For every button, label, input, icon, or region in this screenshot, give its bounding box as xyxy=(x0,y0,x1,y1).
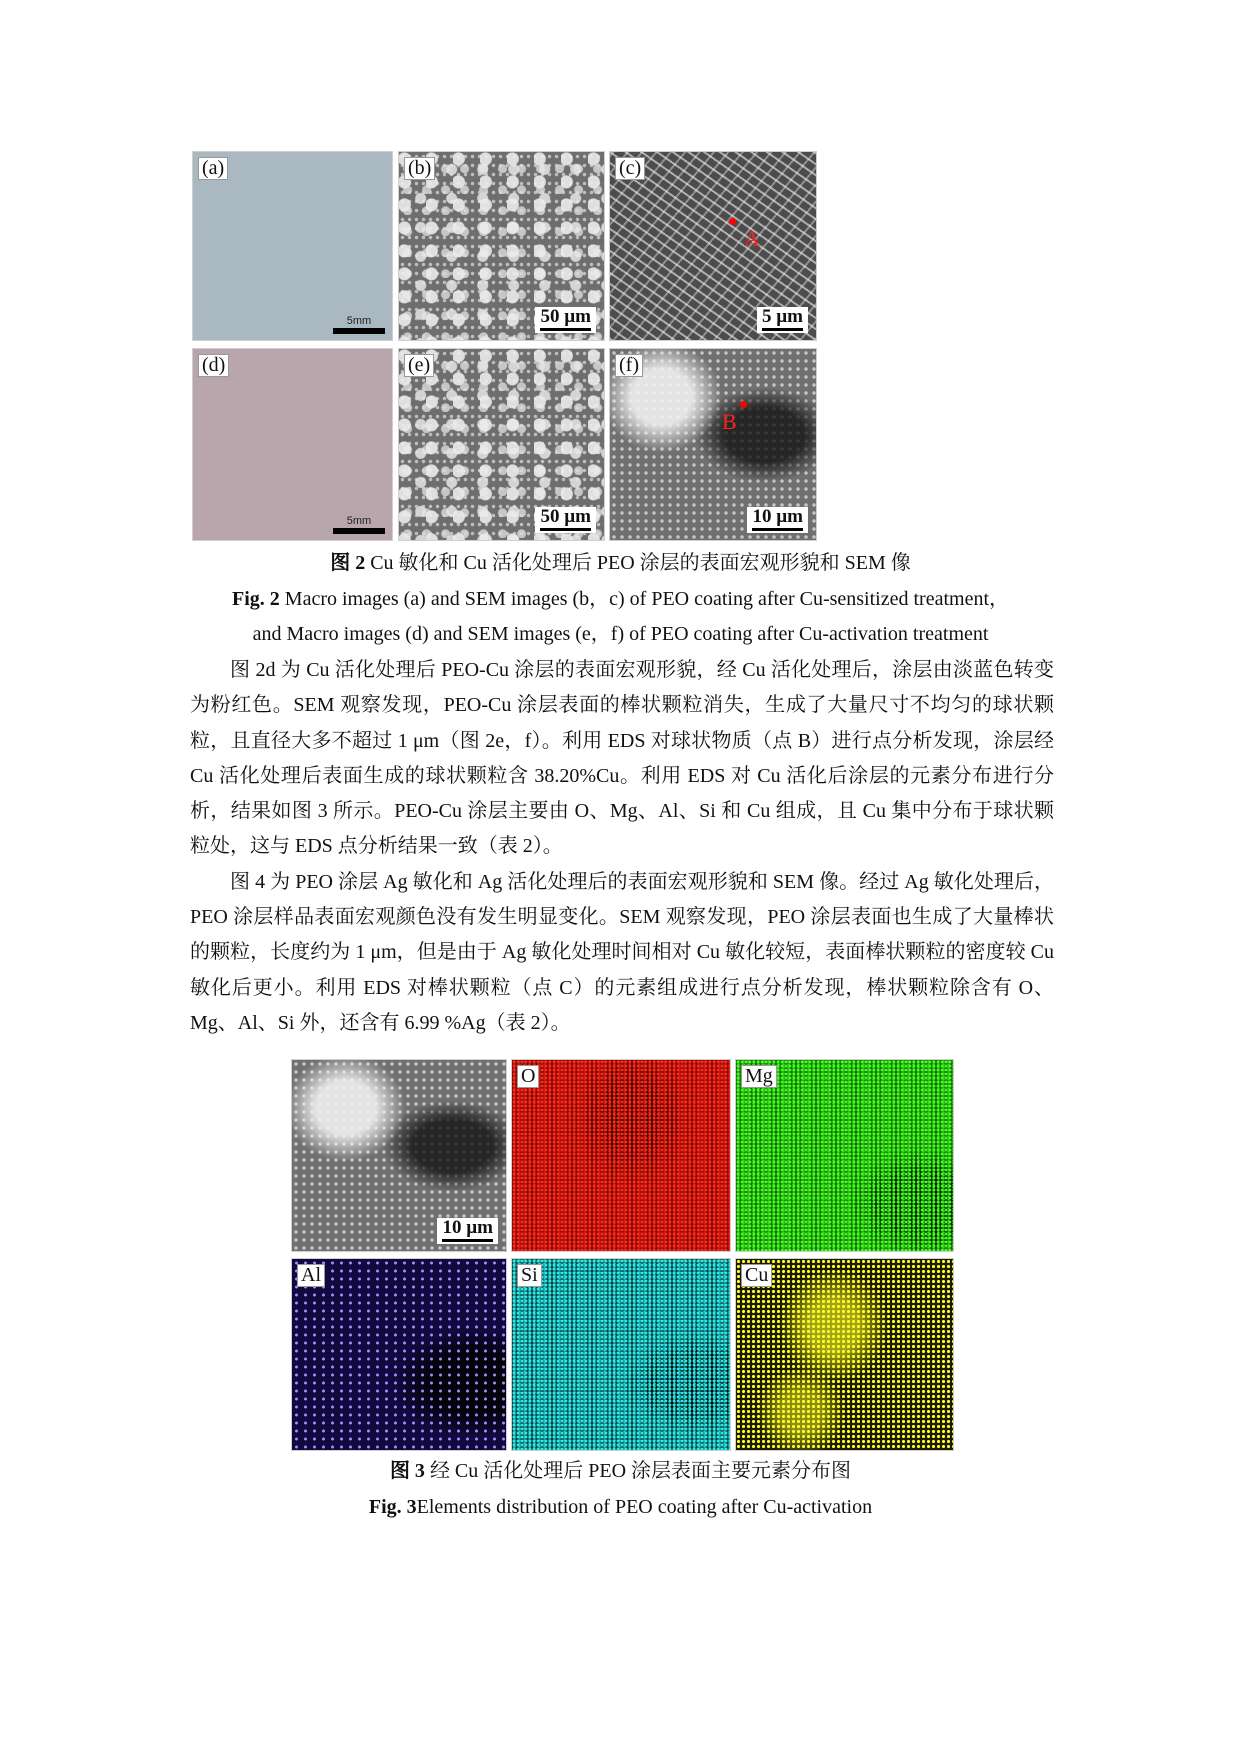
figure-3-map-o xyxy=(511,1059,731,1252)
element-map-image xyxy=(292,1259,506,1450)
caption-text: Elements distribution of PEO coating after Cu-activation xyxy=(416,1496,873,1518)
caption-label: Fig. 3 xyxy=(368,1496,417,1518)
point-a-marker xyxy=(729,218,736,225)
caption-label: 图 3 xyxy=(389,1460,425,1482)
figure-2-caption-en-line2 xyxy=(0,621,1241,647)
element-map-image xyxy=(512,1060,730,1251)
scale-bar xyxy=(535,307,596,333)
figure-3-map-al xyxy=(291,1258,507,1451)
scale-bar-label: 10 µm xyxy=(442,1217,493,1238)
element-map-image xyxy=(736,1060,953,1251)
scale-bar xyxy=(747,507,808,533)
element-map-image xyxy=(512,1259,730,1450)
element-map-image xyxy=(736,1259,953,1450)
body-text xyxy=(190,653,1054,1041)
scale-bar xyxy=(437,1218,498,1244)
figure-3-map-cu xyxy=(735,1258,954,1451)
figure-2-panel-c xyxy=(609,151,817,341)
figure-2-panel-d xyxy=(192,348,393,541)
scale-bar-label: 5mm xyxy=(346,515,372,527)
caption-text: and Macro images (d) and SEM images (e，f) of PEO coating after Cu-activation treatment xyxy=(252,623,989,645)
figure-2-panel-b xyxy=(398,151,605,341)
caption-label: 图 2 xyxy=(330,552,366,574)
scale-bar xyxy=(333,315,385,334)
scale-bar-label: 50 µm xyxy=(540,506,591,527)
scale-bar xyxy=(757,307,808,333)
element-label: O xyxy=(517,1065,539,1088)
caption-text: Cu 敏化和 Cu 活化处理后 PEO 涂层的表面宏观形貌和 SEM 像 xyxy=(365,552,911,574)
element-label: Mg xyxy=(741,1065,777,1088)
caption-text: 经 Cu 活化处理后 PEO 涂层表面主要元素分布图 xyxy=(424,1460,852,1482)
figure-2-caption-en-line1 xyxy=(0,586,1241,612)
caption-label: Fig. 2 xyxy=(232,588,280,610)
figure-2-panel-f xyxy=(609,348,817,541)
figure-3-caption-en xyxy=(0,1494,1241,1520)
scale-bar-label: 10 µm xyxy=(752,506,803,527)
scale-bar xyxy=(333,515,385,534)
caption-text: Macro images (a) and SEM images (b，c) of PEO coating after Cu-sensitized treatment， xyxy=(279,588,1009,610)
panel-label: (b) xyxy=(404,157,435,180)
point-a-label: A xyxy=(744,226,760,251)
panel-label: (a) xyxy=(198,157,228,180)
figure-3-sem-panel xyxy=(291,1059,507,1252)
panel-label: (e) xyxy=(404,354,434,377)
point-b-marker xyxy=(740,401,747,408)
paragraph-2: 图 4 为 PEO 涂层 Ag 敏化和 Ag 活化处理后的表面宏观形貌和 SEM 像。经过 Ag 敏化处理后，PEO 涂层样品表面宏观颜色没有发生明显变化。SEM 观察发现，PEO 涂层表面也生成了大量棒状的颗粒，长度约为 1 μm，但是由于 Ag 敏化处理时间相对 Cu 敏化较短，表面棒状颗粒的密度较 Cu 敏化后更小。利用 EDS 对棒状颗粒（点 C）的元素组成进行点分析发现，棒状颗粒除含有 O、Mg、Al、Si 外，还含有 6.99 %Ag（表 2）。 xyxy=(190,870,1054,1034)
figure-3-map-mg xyxy=(735,1059,954,1252)
scale-bar-label: 50 µm xyxy=(540,306,591,327)
scale-bar-label: 5mm xyxy=(346,315,372,327)
figure-2-panel-e xyxy=(398,348,605,541)
point-b-label: B xyxy=(722,409,737,434)
element-label: Si xyxy=(517,1264,542,1287)
figure-3-map-si xyxy=(511,1258,731,1451)
figure-2-panel-a xyxy=(192,151,393,341)
element-label: Cu xyxy=(741,1264,772,1287)
figure-2-caption-cn xyxy=(0,550,1241,576)
scale-bar-label: 5 µm xyxy=(761,306,803,327)
panel-label: (f) xyxy=(615,354,643,377)
panel-label: (c) xyxy=(615,157,645,180)
scale-bar xyxy=(535,507,596,533)
figure-3-caption-cn xyxy=(0,1458,1241,1484)
panel-label: (d) xyxy=(198,354,229,377)
paragraph-1: 图 2d 为 Cu 活化处理后 PEO-Cu 涂层的表面宏观形貌，经 Cu 活化处理后，涂层由淡蓝色转变为粉红色。SEM 观察发现，PEO-Cu 涂层表面的棒状颗粒消失，生成了大量尺寸不均匀的球状颗粒，且直径大多不超过 1 μm（图 2e，f）。利用 EDS 对球状物质（点 B）进行点分析发现，涂层经 Cu 活化处理后表面生成的球状颗粒含 38.20%Cu。利用 EDS 对 Cu 活化后涂层的元素分布进行分析，结果如图 3 所示。PEO-Cu 涂层主要由 O、Mg、Al、Si 和 Cu 组成，且 Cu 集中分布于球状颗粒处，这与 EDS 点分析结果一致（表 2）。 xyxy=(190,659,1054,858)
element-label: Al xyxy=(297,1264,325,1287)
